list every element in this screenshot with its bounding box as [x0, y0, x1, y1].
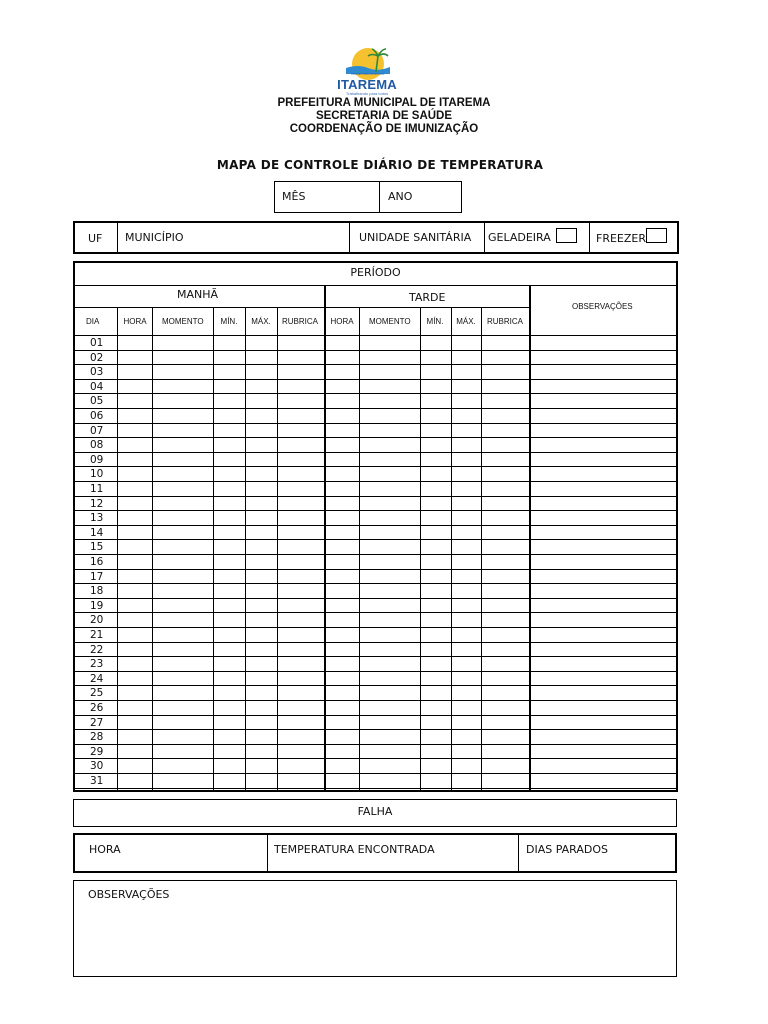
- table-row-line: [75, 700, 676, 701]
- observacoes-header: OBSERVAÇÕES: [572, 302, 633, 311]
- table-row-line: [75, 496, 676, 497]
- table-row-line: [75, 510, 676, 511]
- tarde-col-header: HORA: [330, 317, 354, 326]
- table-row-line: [75, 408, 676, 409]
- day-label: 27: [90, 716, 104, 729]
- table-row-line: [75, 627, 676, 628]
- day-label: 23: [90, 658, 104, 671]
- mes-ano-box: [274, 181, 462, 213]
- falha-title: FALHA: [357, 805, 393, 818]
- day-label: 08: [90, 439, 104, 452]
- header-line-3: COORDENAÇÃO DE IMUNIZAÇÃO: [289, 123, 479, 135]
- table-row-line: [75, 612, 676, 613]
- tarde-col-header: RUBRICA: [486, 317, 523, 326]
- day-label: 28: [90, 731, 104, 744]
- day-label: 02: [90, 351, 104, 364]
- info-row: [73, 221, 679, 254]
- day-label: 31: [90, 775, 104, 787]
- unidade-label: UNIDADE SANITÁRIA: [359, 231, 472, 244]
- day-label: 01: [90, 337, 104, 349]
- info-divider: [349, 223, 350, 252]
- falha-divider: [267, 835, 268, 871]
- falha-divider: [518, 835, 519, 871]
- table-row-line: [75, 656, 676, 657]
- table-row-line: [75, 350, 676, 351]
- day-label: 30: [90, 760, 104, 773]
- table-row-line: [75, 481, 676, 482]
- table-row-line: [75, 379, 676, 380]
- day-label: 09: [90, 453, 104, 466]
- day-label: 04: [90, 380, 104, 393]
- day-label: 26: [90, 702, 104, 714]
- observacoes-label: OBSERVAÇÕES: [88, 888, 170, 901]
- table-row-line: [75, 598, 676, 599]
- tarde-col-header: MÍN.: [426, 317, 444, 326]
- day-label: 14: [90, 526, 104, 539]
- manha-col-header: MOMENTO: [162, 317, 204, 326]
- manha-col-header: MÁX.: [251, 317, 271, 326]
- table-row-line: [75, 685, 676, 686]
- tarde-header: TARDE: [409, 291, 446, 304]
- table-hline: [75, 285, 676, 286]
- falha-fields-row: [73, 833, 677, 873]
- falha-box: [73, 799, 677, 827]
- tarde-col-header: MOMENTO: [369, 317, 411, 326]
- observacoes-box[interactable]: [73, 880, 677, 977]
- geladeira-label: GELADEIRA: [488, 231, 551, 244]
- manha-col-header: MÍN.: [220, 317, 238, 326]
- table-row-line: [75, 452, 676, 453]
- manha-col-header: HORA: [123, 317, 147, 326]
- day-label: 12: [90, 497, 104, 510]
- tarde-col-header: MÁX.: [456, 317, 476, 326]
- table-hline: [75, 307, 529, 308]
- uf-label: UF: [88, 232, 103, 245]
- day-label: 11: [90, 483, 104, 495]
- mes-ano-divider: [379, 182, 380, 212]
- table-row-line: [75, 671, 676, 672]
- day-label: 21: [90, 629, 104, 641]
- header-line-2: SECRETARIA DE SAÚDE: [315, 110, 453, 122]
- table-row-line: [75, 539, 676, 540]
- day-label: 20: [90, 614, 104, 627]
- freezer-label: FREEZER: [596, 232, 646, 245]
- info-divider: [117, 223, 118, 252]
- table-hline: [75, 335, 676, 336]
- table-row-line: [75, 729, 676, 730]
- day-label: 05: [90, 395, 104, 408]
- day-label: 13: [90, 512, 104, 525]
- geladeira-checkbox[interactable]: [556, 228, 577, 243]
- day-label: 06: [90, 410, 104, 422]
- table-row-line: [75, 437, 676, 438]
- table-row-line: [75, 466, 676, 467]
- info-divider: [484, 223, 485, 252]
- falha-hora-label: HORA: [89, 843, 121, 856]
- table-row-line: [75, 715, 676, 716]
- table-row-line: [75, 423, 676, 424]
- dias-parados-label: DIAS PARADOS: [526, 843, 609, 856]
- table-row-line: [75, 554, 676, 555]
- table-row-line: [75, 393, 676, 394]
- day-label: 19: [90, 599, 104, 612]
- manha-header: MANHÃ: [177, 288, 219, 301]
- freezer-checkbox[interactable]: [646, 228, 667, 243]
- day-label: 22: [90, 643, 104, 656]
- table-row-line: [75, 583, 676, 584]
- table-row-line: [75, 569, 676, 570]
- day-label: 03: [90, 366, 104, 379]
- page-title: MAPA DE CONTROLE DIÁRIO DE TEMPERATURA: [216, 158, 544, 172]
- info-divider: [589, 223, 590, 252]
- logo-slogan: Trabalhando para todos: [345, 91, 389, 96]
- temperatura-encontrada-label: TEMPERATURA ENCONTRADA: [274, 843, 435, 856]
- day-label: 07: [90, 424, 104, 437]
- logo-top-text: PREFEITURA MUNICIPAL: [351, 72, 385, 76]
- table-row-line: [75, 773, 676, 774]
- day-label: 18: [90, 585, 104, 598]
- day-label: 15: [90, 541, 104, 554]
- table-row-line: [75, 744, 676, 745]
- periodo-header: PERÍODO: [350, 266, 401, 279]
- day-label: 25: [90, 687, 104, 700]
- manha-col-header: RUBRICA: [281, 317, 318, 326]
- day-label: 29: [90, 745, 104, 758]
- table-row-line: [75, 788, 676, 789]
- day-label: 17: [90, 570, 104, 583]
- day-label: 16: [90, 556, 104, 568]
- table-row-line: [75, 642, 676, 643]
- dia-header: DIA: [86, 317, 100, 326]
- logo-title: ITAREMA: [337, 77, 397, 92]
- header-line-1: PREFEITURA MUNICIPAL DE ITAREMA: [277, 97, 491, 109]
- mes-label: MÊS: [282, 190, 306, 203]
- day-label: 10: [90, 468, 104, 481]
- table-row-line: [75, 758, 676, 759]
- municipio-label: MUNICÍPIO: [125, 231, 184, 244]
- temperature-table: [73, 261, 678, 792]
- ano-label: ANO: [388, 190, 413, 203]
- day-label: 24: [90, 672, 104, 685]
- table-row-line: [75, 364, 676, 365]
- table-row-line: [75, 525, 676, 526]
